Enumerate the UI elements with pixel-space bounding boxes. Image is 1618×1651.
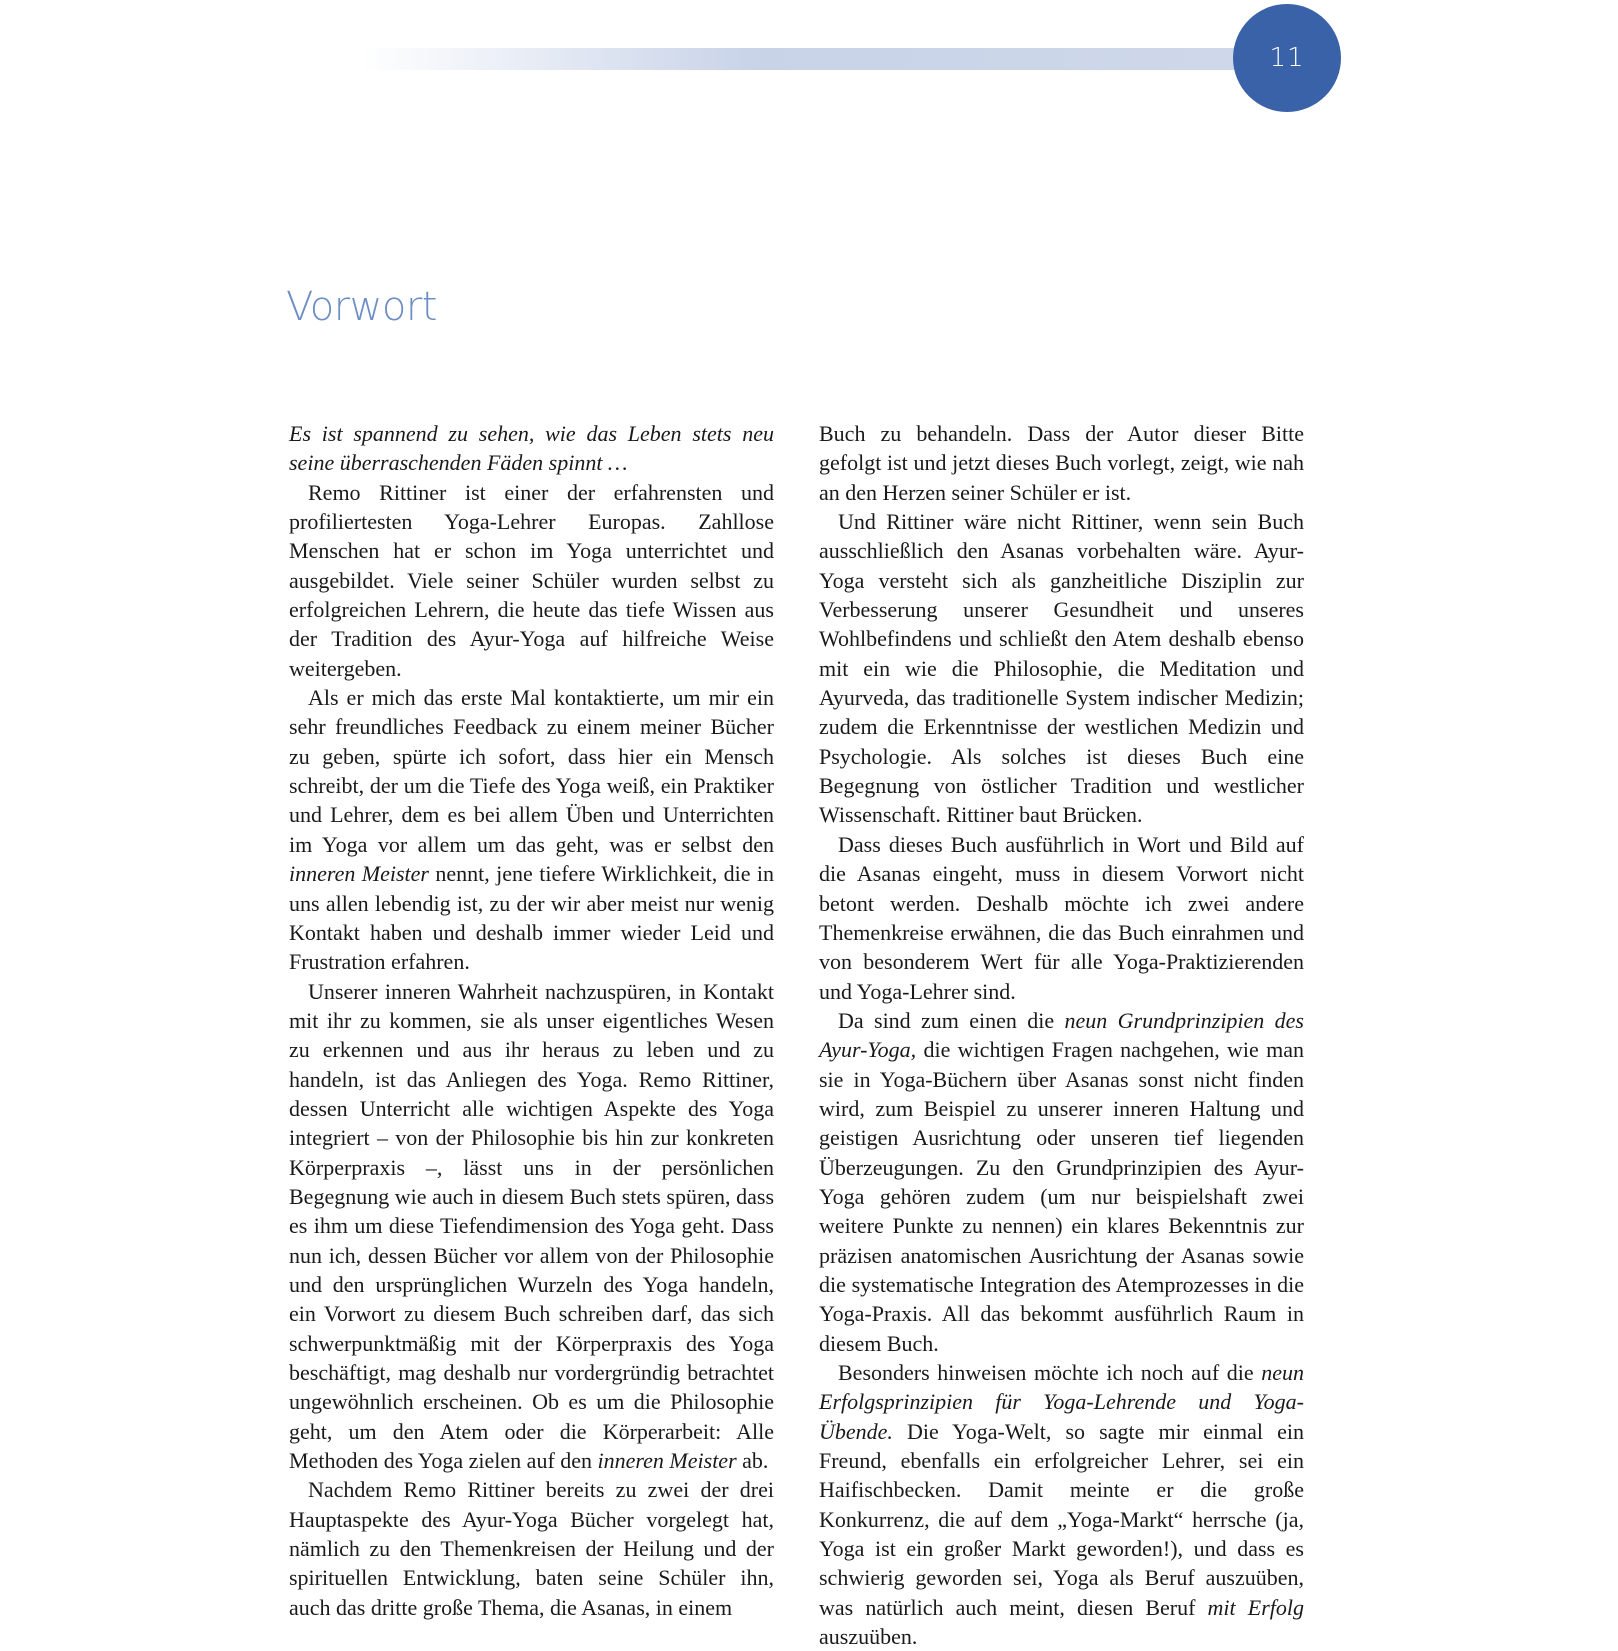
header-gradient-band: [360, 48, 1240, 70]
opening-quote: Es ist spannend zu sehen, wie das Leben stets neu seine überraschenden Fäden spinnt …: [289, 421, 774, 476]
paragraph: Remo Rittiner ist einer der erfahrensten und profiliertesten Yoga-Lehrer Europas. Zahllose Menschen hat er schon im Yoga unterrichtet und ausgebildet. Viele seiner Schüler wurden selbst zu erfolgreichen Lehrern, die heute das tiefe Wissen aus der Tradition des Ayur-Yoga auf hilfreiche Weise weitergeben.: [289, 479, 774, 681]
emphasis: neun Grundprinzipien des Ayur-Yoga,: [819, 1007, 1304, 1063]
paragraph: Und Rittiner wäre nicht Rittiner, wenn sein Buch ausschließlich den Asanas vorbehalten wäre. Ayur-Yoga versteht sich als ganzheitliche Disziplin zur Verbesserung unserer Gesundheit und unseres Wohlbefindens und schließt den Atem deshalb ebenso mit ein wie die Philosophie, die Meditation und Ayurveda, das traditionelle System indischer Medizin; zudem die Erkenntnisse der westlichen Medizin und Psychologie. Als solches ist dieses Buch eine Begegnung von östlicher Tradition und westlicher Wissenschaft. Rittiner baut Brücken.: [819, 509, 1304, 828]
paragraph: Unserer inneren Wahrheit nachzuspüren, in Kontakt mit ihr zu kommen, sie als unser eigentliches Wesen zu erkennen und aus ihr heraus zu leben und zu handeln, ist das Anliegen des Yoga. Remo Rittiner, dessen Unterricht alle wichtigen Aspekte des Yoga integriert – von der Philosophie bis hin zur konkreten Körperpraxis –, lässt uns in der persönlichen Begegnung wie auch in diesem Buch stets spüren, dass es ihm um diese Tiefendimension des Yoga geht. Dass nun ich, dessen Bücher vor allem von der Philosophie und den ursprünglichen Wurzeln des Yoga handeln, ein Vorwort zu diesem Buch schreiben darf, das sich schwerpunktmäßig mit der Körperpraxis des Yoga beschäftigt, mag deshalb nur vordergründig betrachtet ungewöhnlich erscheinen. Ob es um die Philosophie geht, um den Atem oder die Körperarbeit: Alle Methoden des Yoga zielen auf den inneren Meister ab.: [289, 978, 774, 1474]
paragraph: Nachdem Remo Rittiner bereits zu zwei der drei Hauptaspekte des Ayur-Yoga Bücher vorgelegt hat, nämlich zu den Themenkreisen der Heilung und der spirituellen Entwicklung, baten seine Schüler ihn, auch das dritte große Thema, die Asanas, in einem: [289, 1477, 774, 1620]
emphasis: mit Erfolg: [1207, 1594, 1304, 1620]
page-number-badge: [1233, 4, 1341, 112]
paragraph: Besonders hinweisen möchte ich noch auf die neun Erfolgsprinzipien für Yoga-Lehrende und Yoga-Übende. Die Yoga-Welt, so sagte mir einmal ein Freund, ebenfalls ein erfolgreicher Lehrer, sei ein Haifischbecken. Damit meinte er die große Konkurrenz, die auf dem „Yoga-Markt“ herrsche (ja, Yoga ist ein großer Markt geworden!), und dass es schwierig geworden sei, Yoga als Beruf auszuüben, was natürlich auch meint, diesen Beruf mit Erfolg auszuüben.: [819, 1360, 1304, 1650]
chapter-title: Vorwort: [286, 284, 437, 330]
paragraph: Buch zu behandeln. Dass der Autor dieser Bitte gefolgt ist und jetzt dieses Buch vorlegt, zeigt, wie nah an den Herzen seiner Schüler er ist.: [819, 421, 1304, 505]
paragraph: Als er mich das erste Mal kontaktierte, um mir ein sehr freundliches Feedback zu einem meiner Bücher zu geben, spürte ich sofort, dass hier ein Mensch schreibt, der um die Tiefe des Yoga weiß, ein Praktiker und Lehrer, dem es bei allem Üben und Unterrichten im Yoga vor allem um das geht, was er selbst den inneren Meister nennt, jene tiefere Wirklichkeit, die in uns allen lebendig ist, zu der wir aber meist nur wenig Kontakt haben und deshalb immer wieder Leid und Frustration erfahren.: [289, 685, 774, 975]
left-text-column: [289, 419, 774, 1622]
page-number: 11: [1269, 43, 1305, 73]
emphasis: neun Erfolgsprinzipien für Yoga-Lehrende und Yoga-Übende.: [819, 1360, 1304, 1444]
paragraph: Dass dieses Buch ausführlich in Wort und Bild auf die Asanas eingeht, muss in diesem Vorwort nicht betont werden. Deshalb möchte ich zwei andere Themenkreise erwähnen, die das Buch einrahmen und von besonderem Wert für alle Yoga-Praktizierenden und Yoga-Lehrer sind.: [819, 831, 1304, 1004]
paragraph: Da sind zum einen die neun Grundprinzipien des Ayur-Yoga, die wichtigen Fragen nachgehen, wie man sie in Yoga-Büchern über Asanas sonst nicht finden wird, zum Beispiel zu unserer inneren Haltung und geistigen Ausrichtung oder unseren tief liegenden Überzeugungen. Zu den Grundprinzipien des Ayur-Yoga gehören zudem (um nur beispielshaft zwei weitere Punkte zu nennen) ein klares Bekenntnis zur präzisen anatomischen Ausrichtung der Asanas sowie die systematische Integration des Atemprozesses in die Yoga-Praxis. All das bekommt ausführlich Raum in diesem Buch.: [819, 1007, 1304, 1356]
emphasis: inneren Meister: [597, 1448, 737, 1474]
emphasis: inneren Meister: [289, 861, 429, 887]
right-text-column: [819, 419, 1304, 1651]
